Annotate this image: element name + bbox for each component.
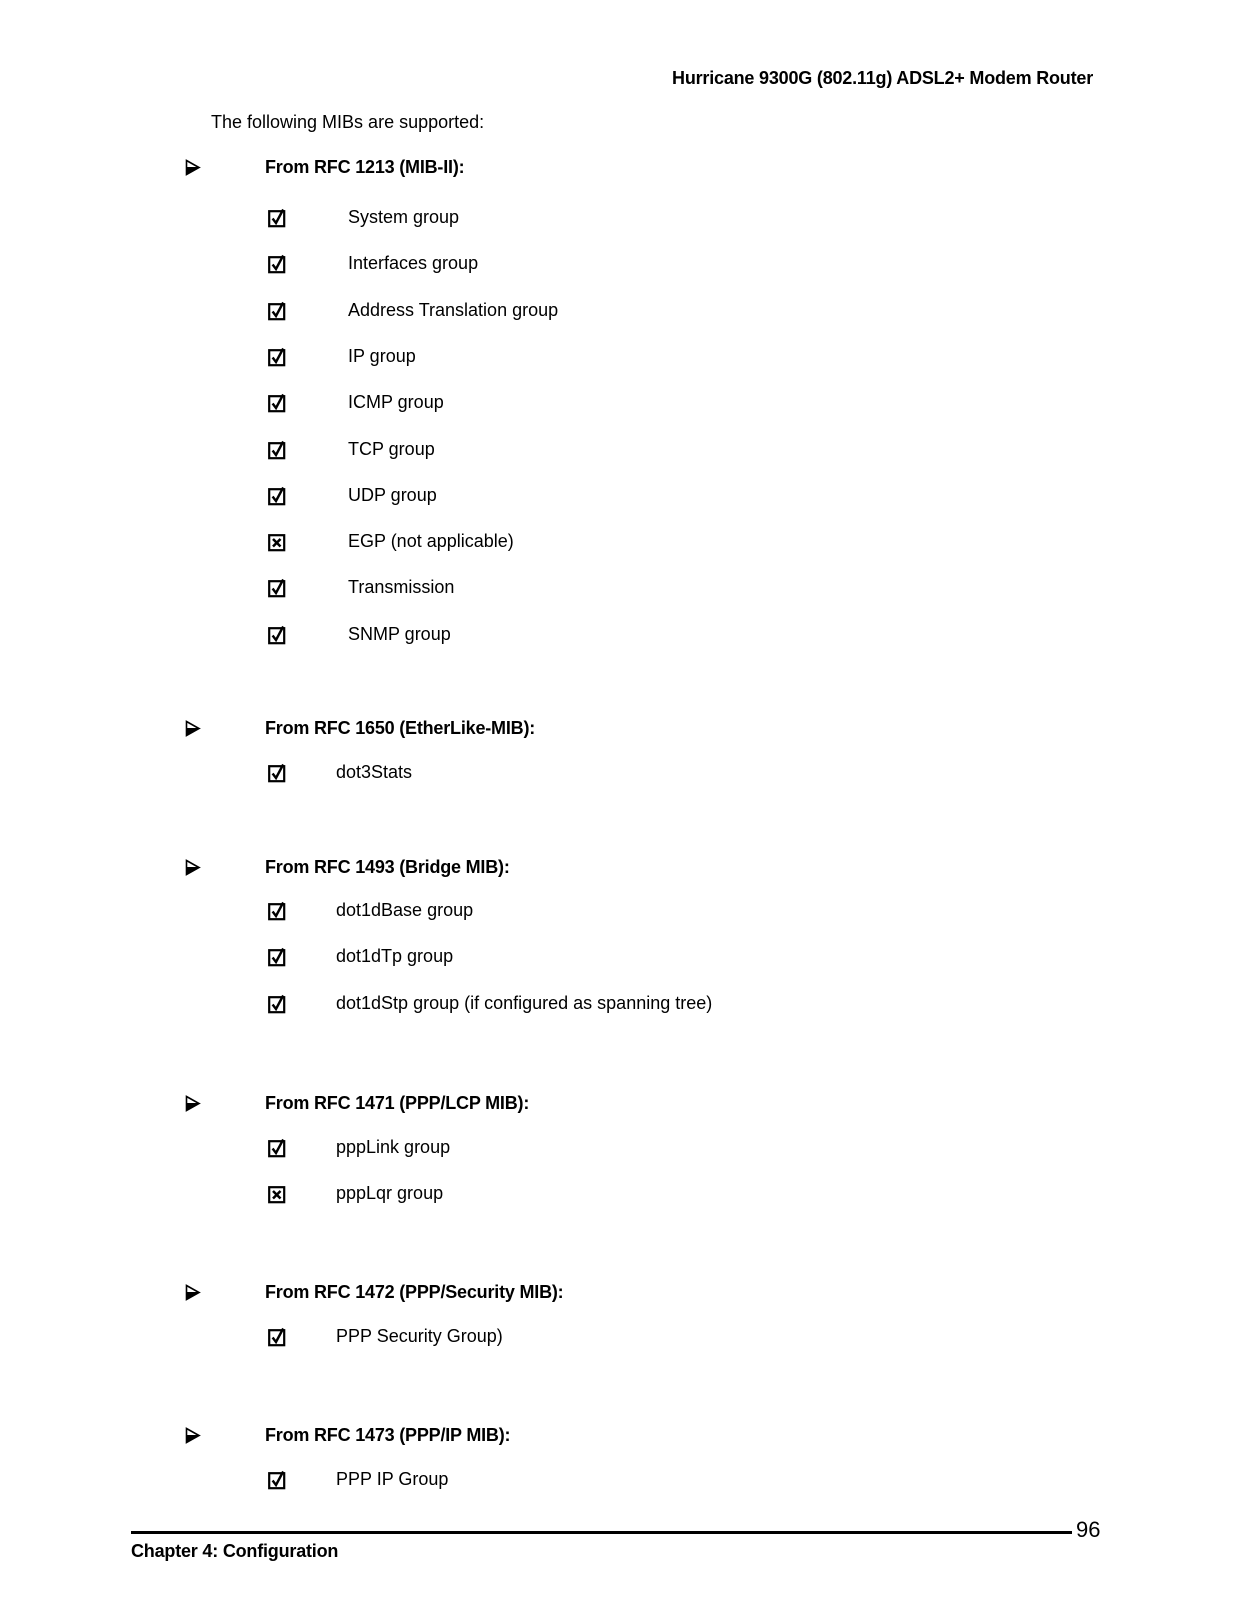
checkbox-checked-icon [268,577,288,599]
mib-item-label: dot1dBase group [336,900,474,920]
checkbox-checked-icon [268,1326,288,1348]
mib-item-label: Interfaces group [348,253,479,274]
checkbox-checked-icon [268,439,288,461]
section-title: From RFC 1493 (Bridge MIB): [265,857,510,877]
mib-item [268,1326,503,1348]
mib-item [268,1183,443,1205]
mib-item [268,1137,450,1159]
mib-item-label: pppLink group [336,1137,451,1157]
mib-item-label: ICMP group [348,392,444,413]
checkbox-checked-icon [268,900,288,922]
chapter-footer: Chapter 4: Configuration [131,1541,339,1561]
mib-item-label: UDP group [348,484,437,505]
checkbox-checked-icon [268,207,288,229]
footer-rule [131,1531,1072,1534]
section-title: From RFC 1650 (EtherLike-MIB): [265,718,536,738]
mib-item-label: Address Translation group [348,299,559,320]
mib-item [268,346,416,368]
checkbox-checked-icon [268,485,288,507]
arrowhead-right-icon [185,1095,201,1112]
arrowhead-right-icon [185,159,201,176]
arrowhead-right-icon [185,1427,201,1444]
page-number: 96 [1076,1517,1101,1542]
checkbox-checked-icon [268,762,288,784]
mib-item-label: dot3Stats [336,762,413,782]
mib-item-label: EGP (not applicable) [348,531,514,552]
mib-item-label: TCP group [348,438,435,459]
mib-item [268,624,451,646]
mib-item-label: dot1dStp group (if configured as spanning tree) [336,992,713,1013]
checkbox-checked-icon [268,1469,288,1491]
checkbox-checked-icon [268,300,288,322]
mib-item [268,392,444,414]
checkbox-crossed-icon [268,531,288,553]
mib-item-label: pppLqr group [336,1183,444,1204]
checkbox-crossed-icon [268,1183,288,1205]
checkbox-checked-icon [268,253,288,275]
mib-item [268,207,459,229]
mib-item [268,993,712,1015]
checkbox-checked-icon [268,946,288,968]
section-title: From RFC 1472 (PPP/Security MIB): [265,1282,564,1302]
page-header-title: Hurricane 9300G (802.11g) ADSL2+ Modem Router [672,68,1093,88]
mib-item [268,946,453,968]
checkbox-checked-icon [268,624,288,646]
mib-item [268,577,454,599]
mib-item [268,900,473,922]
mib-item-label: PPP Security Group) [336,1326,503,1346]
checkbox-checked-icon [268,993,288,1015]
section-title: From RFC 1473 (PPP/IP MIB): [265,1425,511,1445]
mib-item-label: SNMP group [348,623,451,644]
arrowhead-right-icon [185,720,201,737]
checkbox-checked-icon [268,1137,288,1159]
mib-item-label: System group [348,207,460,227]
mib-item-label: PPP IP Group [336,1469,449,1489]
intro-text: The following MIBs are supported: [211,112,485,132]
arrowhead-right-icon [185,859,201,876]
mib-item [268,439,435,461]
mib-item-label: IP group [348,345,416,366]
arrowhead-right-icon [185,1284,201,1301]
mib-item-label: Transmission [348,577,455,598]
mib-item [268,485,437,507]
section-title: From RFC 1471 (PPP/LCP MIB): [265,1093,530,1113]
mib-item [268,531,514,553]
mib-item [268,300,558,322]
checkbox-checked-icon [268,392,288,414]
mib-item [268,253,478,275]
checkbox-checked-icon [268,346,288,368]
mib-item-label: dot1dTp group [336,946,454,967]
mib-item [268,1469,448,1491]
section-title: From RFC 1213 (MIB-II): [265,157,465,177]
mib-item [268,762,412,784]
